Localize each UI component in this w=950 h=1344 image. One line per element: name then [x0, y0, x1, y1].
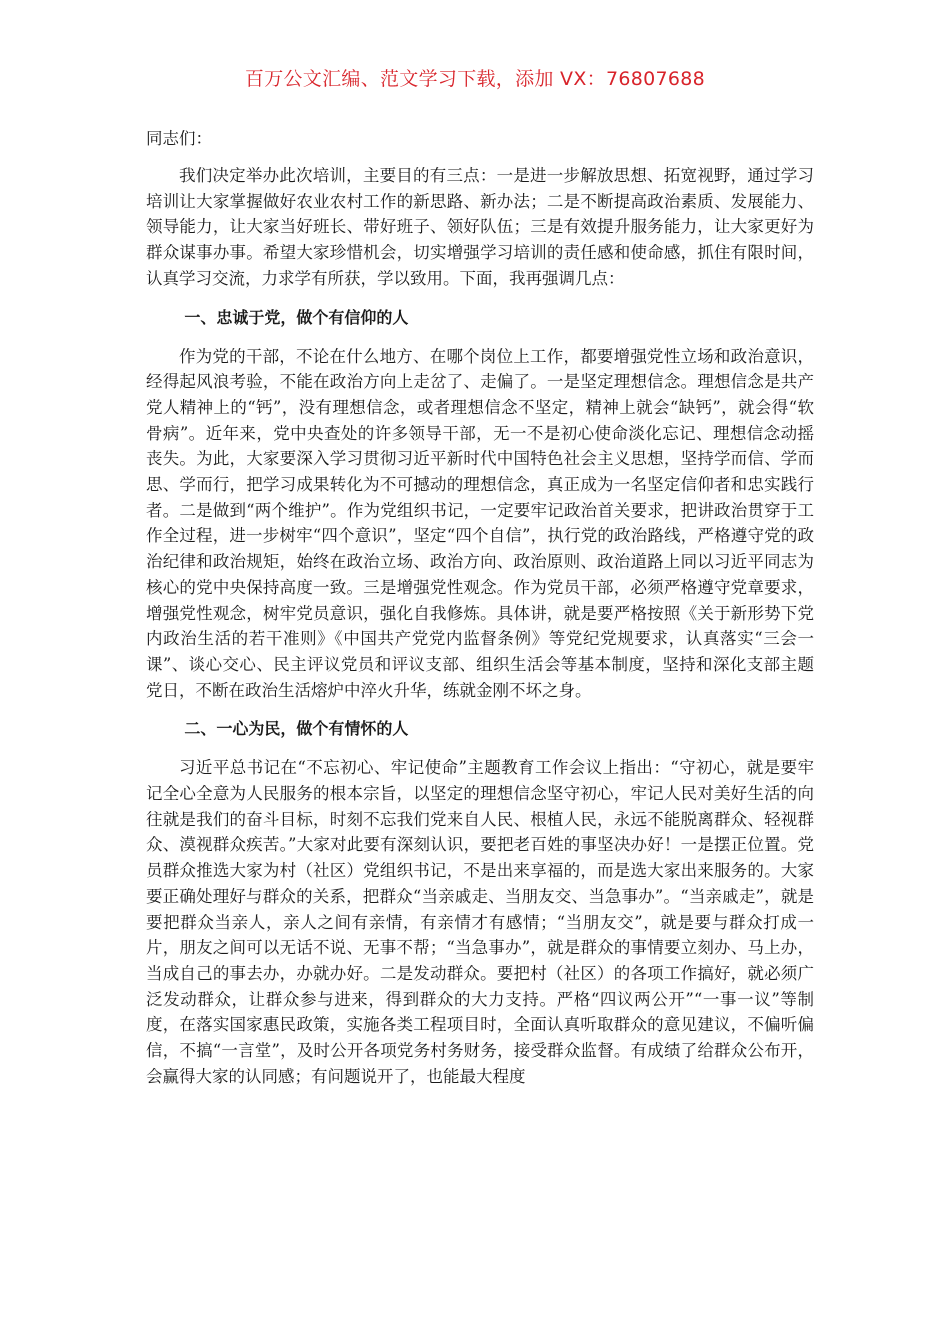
- section-1-heading: 一、忠诚于党，做个有信仰的人: [184, 307, 409, 327]
- section-2-heading: 二、一心为民，做个有情怀的人: [184, 719, 409, 739]
- section-1-paragraph: 作为党的干部，不论在什么地方、在哪个岗位上工作，都要增强党性立场和政治意识，经得起风浪考验，不能在政治方向上走岔了、走偏了。一是坚定理想信念。理想信念是共产党人精神上的“钙”，没有理想信念，或者理想信念不坚定，精神上就会“缺钙”，就会得“软骨病”。近年来，党中央查处的许多领导干部，无一不是初心使命淡化忘记、理想信念动摇丧失。为此，大家要深入学习贯彻习近平新时代中国特色社会主义思想，坚持学而信、学而思、学而行，把学习成果转化为不可撼动的理想信念，真正成为一名坚定信仰者和忠实践行者。二是做到“两个维护”。作为党组织书记，一定要牢记政治首关要求，把讲政治贯穿于工作全过程，进一步树牢“四个意识”，坚定“四个自信”，执行党的政治路线，严格遵守党的政治纪律和政治规矩，始终在政治立场、政治方向、政治原则、政治道路上同以习近平同志为核心的党中央保持高度一致。三是增强党性观念。作为党员干部，必须严格遵守党章要求，增强党性观念，树牢党员意识，强化自我修炼。具体讲，就是要严格按照《关于新形势下党内政治生活的若干准则》《中国共产党党内监督条例》等党纪党规要求，认真落实“三会一课”、谈心交心、民主评议党员和评议支部、组织生活会等基本制度，坚持和深化支部主题党日，不断在政治生活熔炉中淬火升华，练就金刚不坏之身。: [146, 346, 814, 700]
- document-body: [146, 125, 814, 1090]
- watermark-header: 百万公文汇编、范文学习下载，添加 VX：76807688: [244, 68, 706, 90]
- intro-paragraph: 我们决定举办此次培训，主要目的有三点：一是进一步解放思想、拓宽视野，通过学习培训让大家掌握做好农业农村工作的新思路、新办法；二是不断提高政治素质、发展能力、领导能力，让大家当好班长、带好班子、领好队伍；三是有效提升服务能力，让大家更好为群众谋事办事。希望大家珍惜机会，切实增强学习培训的责任感和使命感，抓住有限时间，认真学习交流，力求学有所获，学以致用。下面，我再强调几点：: [146, 166, 814, 288]
- section-2-paragraph: 习近平总书记在“不忘初心、牢记使命”主题教育工作会议上指出：“守初心，就是要牢记全心全意为人民服务的根本宗旨，以坚定的理想信念坚守初心，牢记人民对美好生活的向往就是我们的奋斗目标，时刻不忘我们党来自人民、根植人民，永远不能脱离群众、轻视群众、漠视群众疾苦。”大家对此要有深刻认识，要把老百姓的事坚决办好！一是摆正位置。党员群众推选大家为村（社区）党组织书记，不是出来享福的，而是选大家出来服务的。大家要正确处理好与群众的关系，把群众“当亲戚走、当朋友交、当急事办”。“当亲戚走”，就是要把群众当亲人，亲人之间有亲情，有亲情才有感情；“当朋友交”，就是要与群众打成一片，朋友之间可以无话不说、无事不帮；“当急事办”，就是群众的事情要立刻办、马上办，当成自己的事去办，办就办好。二是发动群众。要把村（社区）的各项工作搞好，就必须广泛发动群众，让群众参与进来，得到群众的大力支持。严格“四议两公开”“一事一议”等制度，在落实国家惠民政策，实施各类工程项目时，全面认真听取群众的意见建议，不偏听偏信，不搞“一言堂”，及时公开各项党务村务财务，接受群众监督。有成绩了给群众公布开，会赢得大家的认同感；有问题说开了，也能最大程度: [146, 758, 814, 1086]
- salutation: 同志们：: [146, 129, 212, 148]
